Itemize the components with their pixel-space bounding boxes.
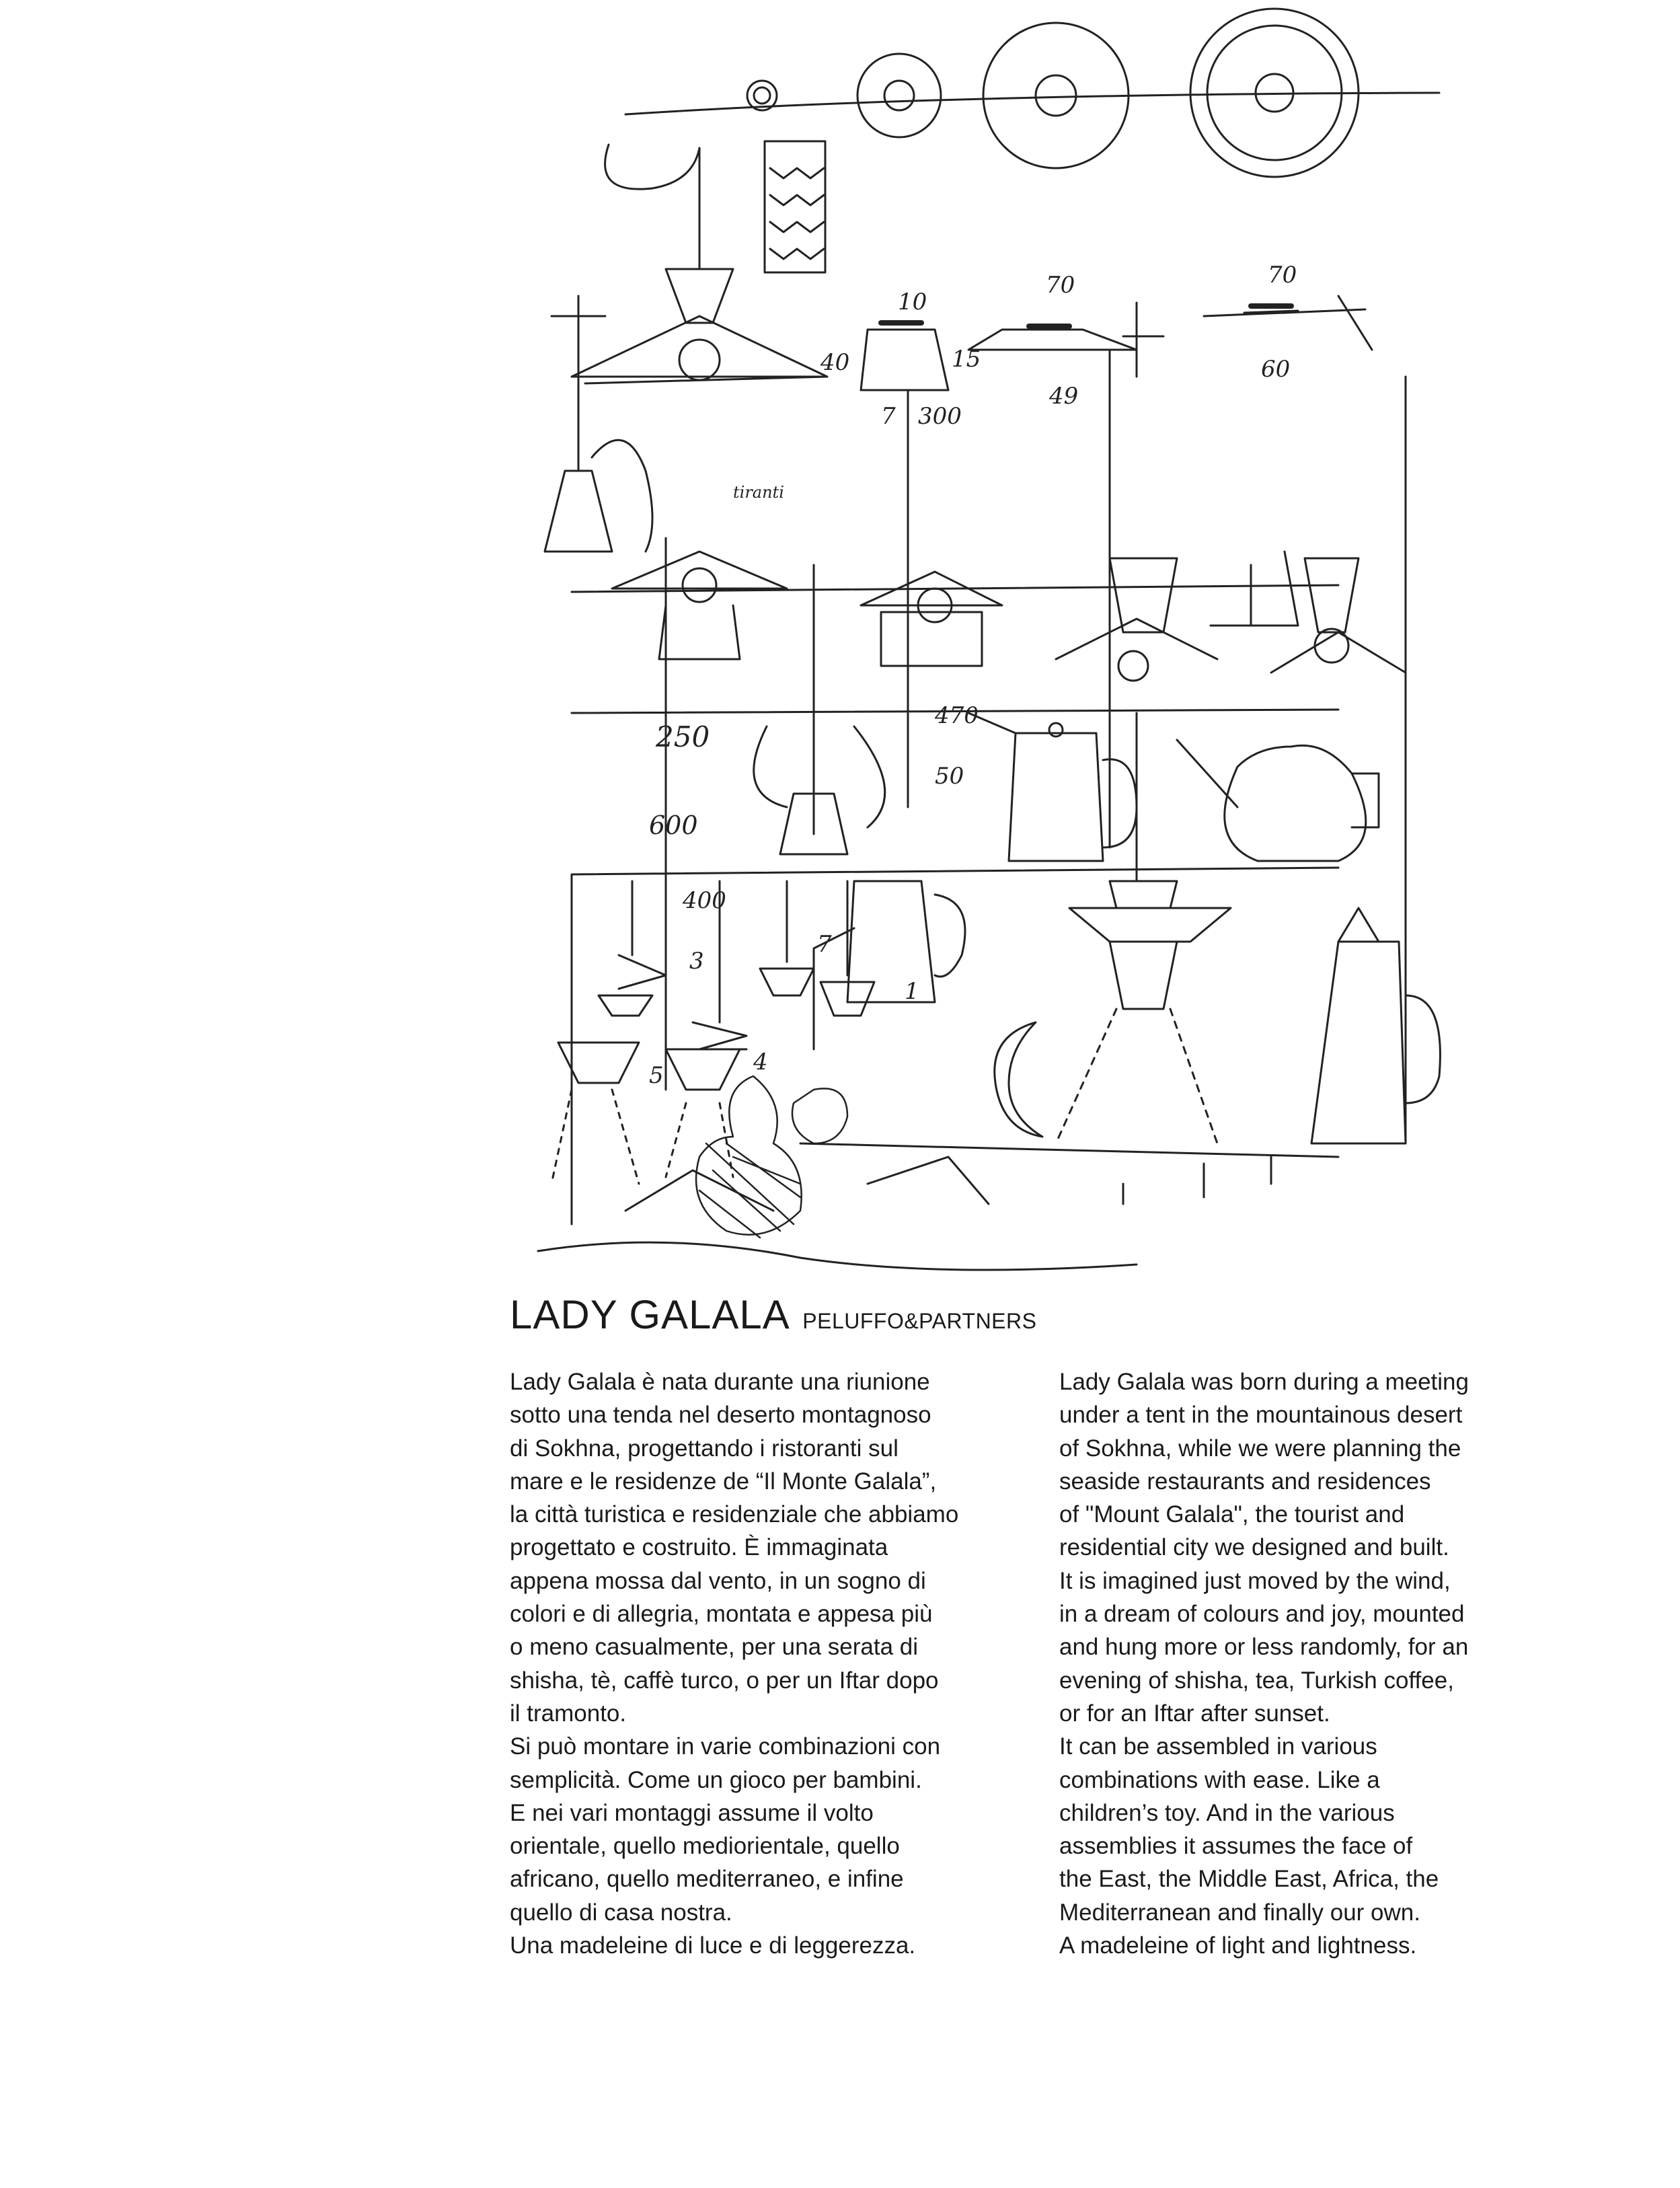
text-line: evening of shisha, tea, Turkish coffee, [1059, 1667, 1454, 1694]
sketch-label: 60 [1261, 356, 1291, 383]
text-line: in a dream of colours and joy, mounted [1059, 1601, 1465, 1628]
text-line: children’s toy. And in the various [1059, 1799, 1395, 1826]
sketch-label: 70 [1046, 272, 1075, 299]
sketch-label: 49 [1049, 383, 1079, 410]
sketch-dimension-labels [649, 262, 1297, 1089]
text-line: and hung more or less randomly, for an [1059, 1634, 1469, 1661]
text-line: il tramonto. [510, 1700, 627, 1727]
text-line: progettato e costruito. È immaginata [510, 1534, 888, 1561]
sketch-label: 470 [935, 702, 979, 729]
text-line: appena mossa dal vento, in un sogno di [510, 1567, 926, 1594]
text-line: It is imagined just moved by the wind, [1059, 1567, 1451, 1594]
title-main: LADY GALALA [510, 1292, 790, 1337]
sketch-label: 40 [820, 349, 850, 376]
italian-text-column [510, 1365, 1041, 1962]
product-title [510, 1291, 1036, 1338]
text-line: seaside restaurants and residences [1059, 1468, 1431, 1495]
text-line: the East, the Middle East, Africa, the [1059, 1866, 1439, 1893]
text-line: of Sokhna, while we were planning the [1059, 1435, 1461, 1462]
text-line: combinations with ease. Like a [1059, 1766, 1380, 1793]
sketch-label: 7 [881, 403, 896, 430]
text-line: la città turistica e residenziale che abbiamo [510, 1501, 959, 1528]
text-line: mare e le residenze de “Il Monte Galala”, [510, 1468, 937, 1495]
sketch-label: 7 [817, 931, 832, 958]
sketch-label: 600 [649, 810, 698, 840]
figure-sketch [696, 1076, 847, 1238]
sketch-label: 70 [1268, 262, 1297, 289]
text-line: E nei vari montaggi assume il volto [510, 1799, 874, 1826]
text-line: Si può montare in varie combinazioni con [510, 1733, 941, 1760]
sketch-label: 1 [905, 978, 919, 1005]
pendant-lamp-sketch [1056, 713, 1231, 1143]
text-line: A madeleine of light and lightness. [1059, 1932, 1417, 1959]
text-line: di Sokhna, progettando i ristoranti sul [510, 1435, 899, 1462]
sketch-label: 10 [898, 289, 927, 315]
text-line: Una madeleine di luce e di leggerezza. [510, 1932, 916, 1959]
text-line: o meno casualmente, per una serata di [510, 1634, 919, 1661]
text-line: quello di casa nostra. [510, 1899, 732, 1926]
hanging-lamps-sketch [551, 881, 874, 1184]
sketch-label: 4 [753, 1049, 768, 1076]
english-text-column [1059, 1365, 1543, 1962]
text-line: Lady Galala was born during a meeting [1059, 1369, 1469, 1395]
sketch-label: tiranti [733, 483, 784, 502]
text-line: orientale, quello mediorientale, quello [510, 1833, 900, 1860]
sketch-label: 50 [935, 763, 964, 790]
sketch-label: 300 [918, 403, 962, 430]
text-line: Lady Galala è nata durante una riunione [510, 1369, 930, 1395]
sketch-label: 15 [952, 346, 981, 373]
sketch-label: 5 [649, 1062, 664, 1089]
text-line: or for an Iftar after sunset. [1059, 1700, 1330, 1727]
text-line: africano, quello mediterraneo, e infine [510, 1866, 904, 1893]
sketch-label: 250 [656, 720, 710, 753]
lamp-sketches-row3 [612, 552, 1406, 681]
text-line: colori e di allegria, montata e appesa più [510, 1601, 933, 1628]
design-sketch [531, 0, 1459, 1281]
text-line: assemblies it assumes the face of [1059, 1833, 1413, 1860]
circle-sketches [747, 9, 1359, 177]
sketch-label: 3 [689, 948, 704, 975]
text-line: sotto una tenda nel deserto montagnoso [510, 1402, 931, 1429]
text-line: It can be assembled in various [1059, 1733, 1377, 1760]
sketch-label: 400 [683, 887, 726, 914]
text-line: Mediterranean and finally our own. [1059, 1899, 1420, 1926]
text-line: residential city we designed and built. [1059, 1534, 1449, 1561]
text-line: shisha, tè, caffè turco, o per un Iftar dopo [510, 1667, 939, 1694]
text-line: of "Mount Galala", the tourist and [1059, 1501, 1405, 1528]
text-line: semplicità. Come un gioco per bambini. [510, 1766, 922, 1793]
title-designer: PELUFFO&PARTNERS [802, 1309, 1037, 1333]
text-line: under a tent in the mountainous desert [1059, 1402, 1463, 1429]
